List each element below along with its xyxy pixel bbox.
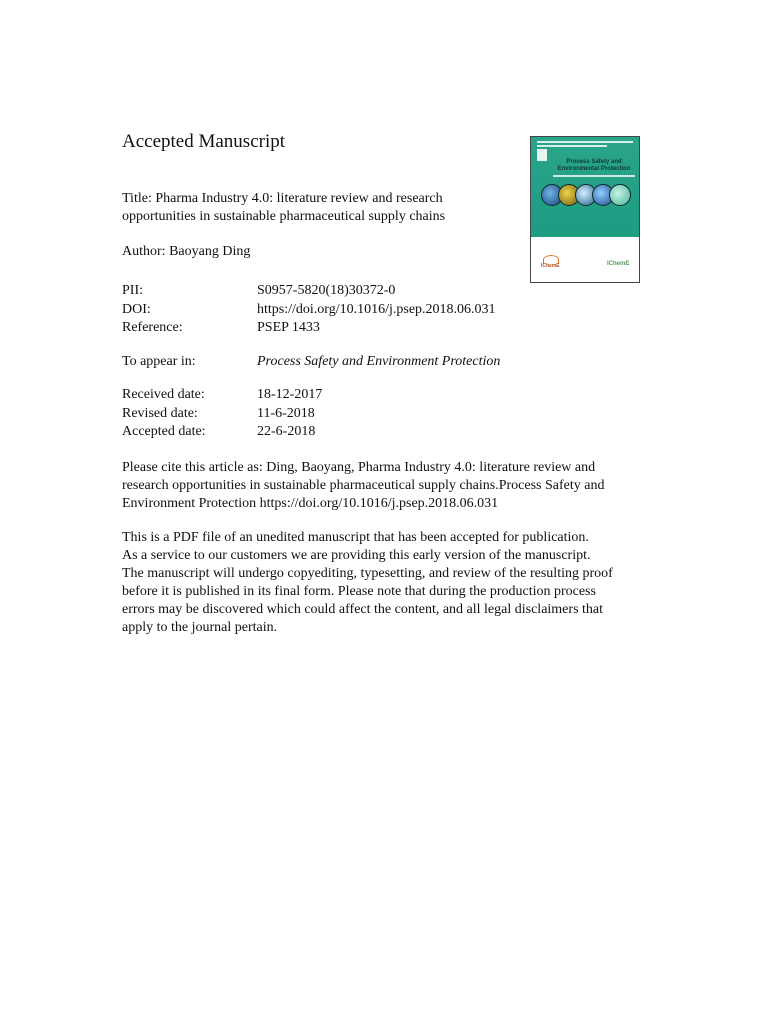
title-text: Pharma Industry 4.0: literature review and research [155,191,443,206]
journal-cover [530,136,640,283]
appear-in [122,353,500,372]
cover-header-line [537,141,633,143]
meta-row: PII: S0957-5820(18)30372-0 [122,283,396,298]
article-title [122,190,522,226]
cover-journal-title: Process Safety and Environmental Protection [557,159,631,172]
identifiers [122,282,496,338]
dates [122,386,322,442]
cover-logo-left: IChemE [541,263,560,269]
meta-row: To appear in: Process Safety and Environment Protection [122,353,500,372]
meta-row: Received date: 18-12-2017 [122,387,323,402]
publisher-logo-icon [537,149,547,161]
title-text: opportunities in sustainable pharmaceutical supply chains [122,209,446,224]
page-title: Accepted Manuscript [122,131,286,152]
cover-image-circles [541,183,640,205]
cover-circle-icon [609,184,631,206]
cover-subtitle-line [553,175,635,177]
meta-row: Reference: PSEP 1433 [122,320,320,335]
meta-row: Revised date: 11-6-2018 [122,405,315,421]
meta-row: DOI: https://doi.org/10.1016/j.psep.2018.06.031 [122,301,496,320]
meta-row: Accepted date: 22-6-2018 [122,424,316,439]
doi-link[interactable]: https://doi.org/10.1016/j.psep.2018.06.031 [257,301,496,317]
cover-logo-right: IChemE [607,261,630,267]
notice-paragraph: This is a PDF file of an unedited manuscript that has been accepted for publication. As a service to our customers we are providing this early version of the manuscript. The manuscript will undergo copyediting, typesetting, and review of the resulting proof before it is published in its final form. Please note that during the production process errors may be discovered which could affect the content, and all legal disclaimers that apply to the journal pertain. [122,530,613,635]
citation-paragraph: Please cite this article as: Ding, Baoyang, Pharma Industry 4.0: literature review and research opportunities in sustainable pharmaceutical supply chains.Process Safety and Environment Protection https://doi.org/10.1016/j.psep.2018.06.031 [122,460,605,511]
author-name: Baoyang Ding [169,244,251,259]
cover-header-line [537,145,607,147]
author-line [122,244,250,260]
journal-name: Process Safety and Environment Protection [257,354,501,369]
author-label: Author: [122,244,166,259]
title-label: Title: [122,191,152,206]
